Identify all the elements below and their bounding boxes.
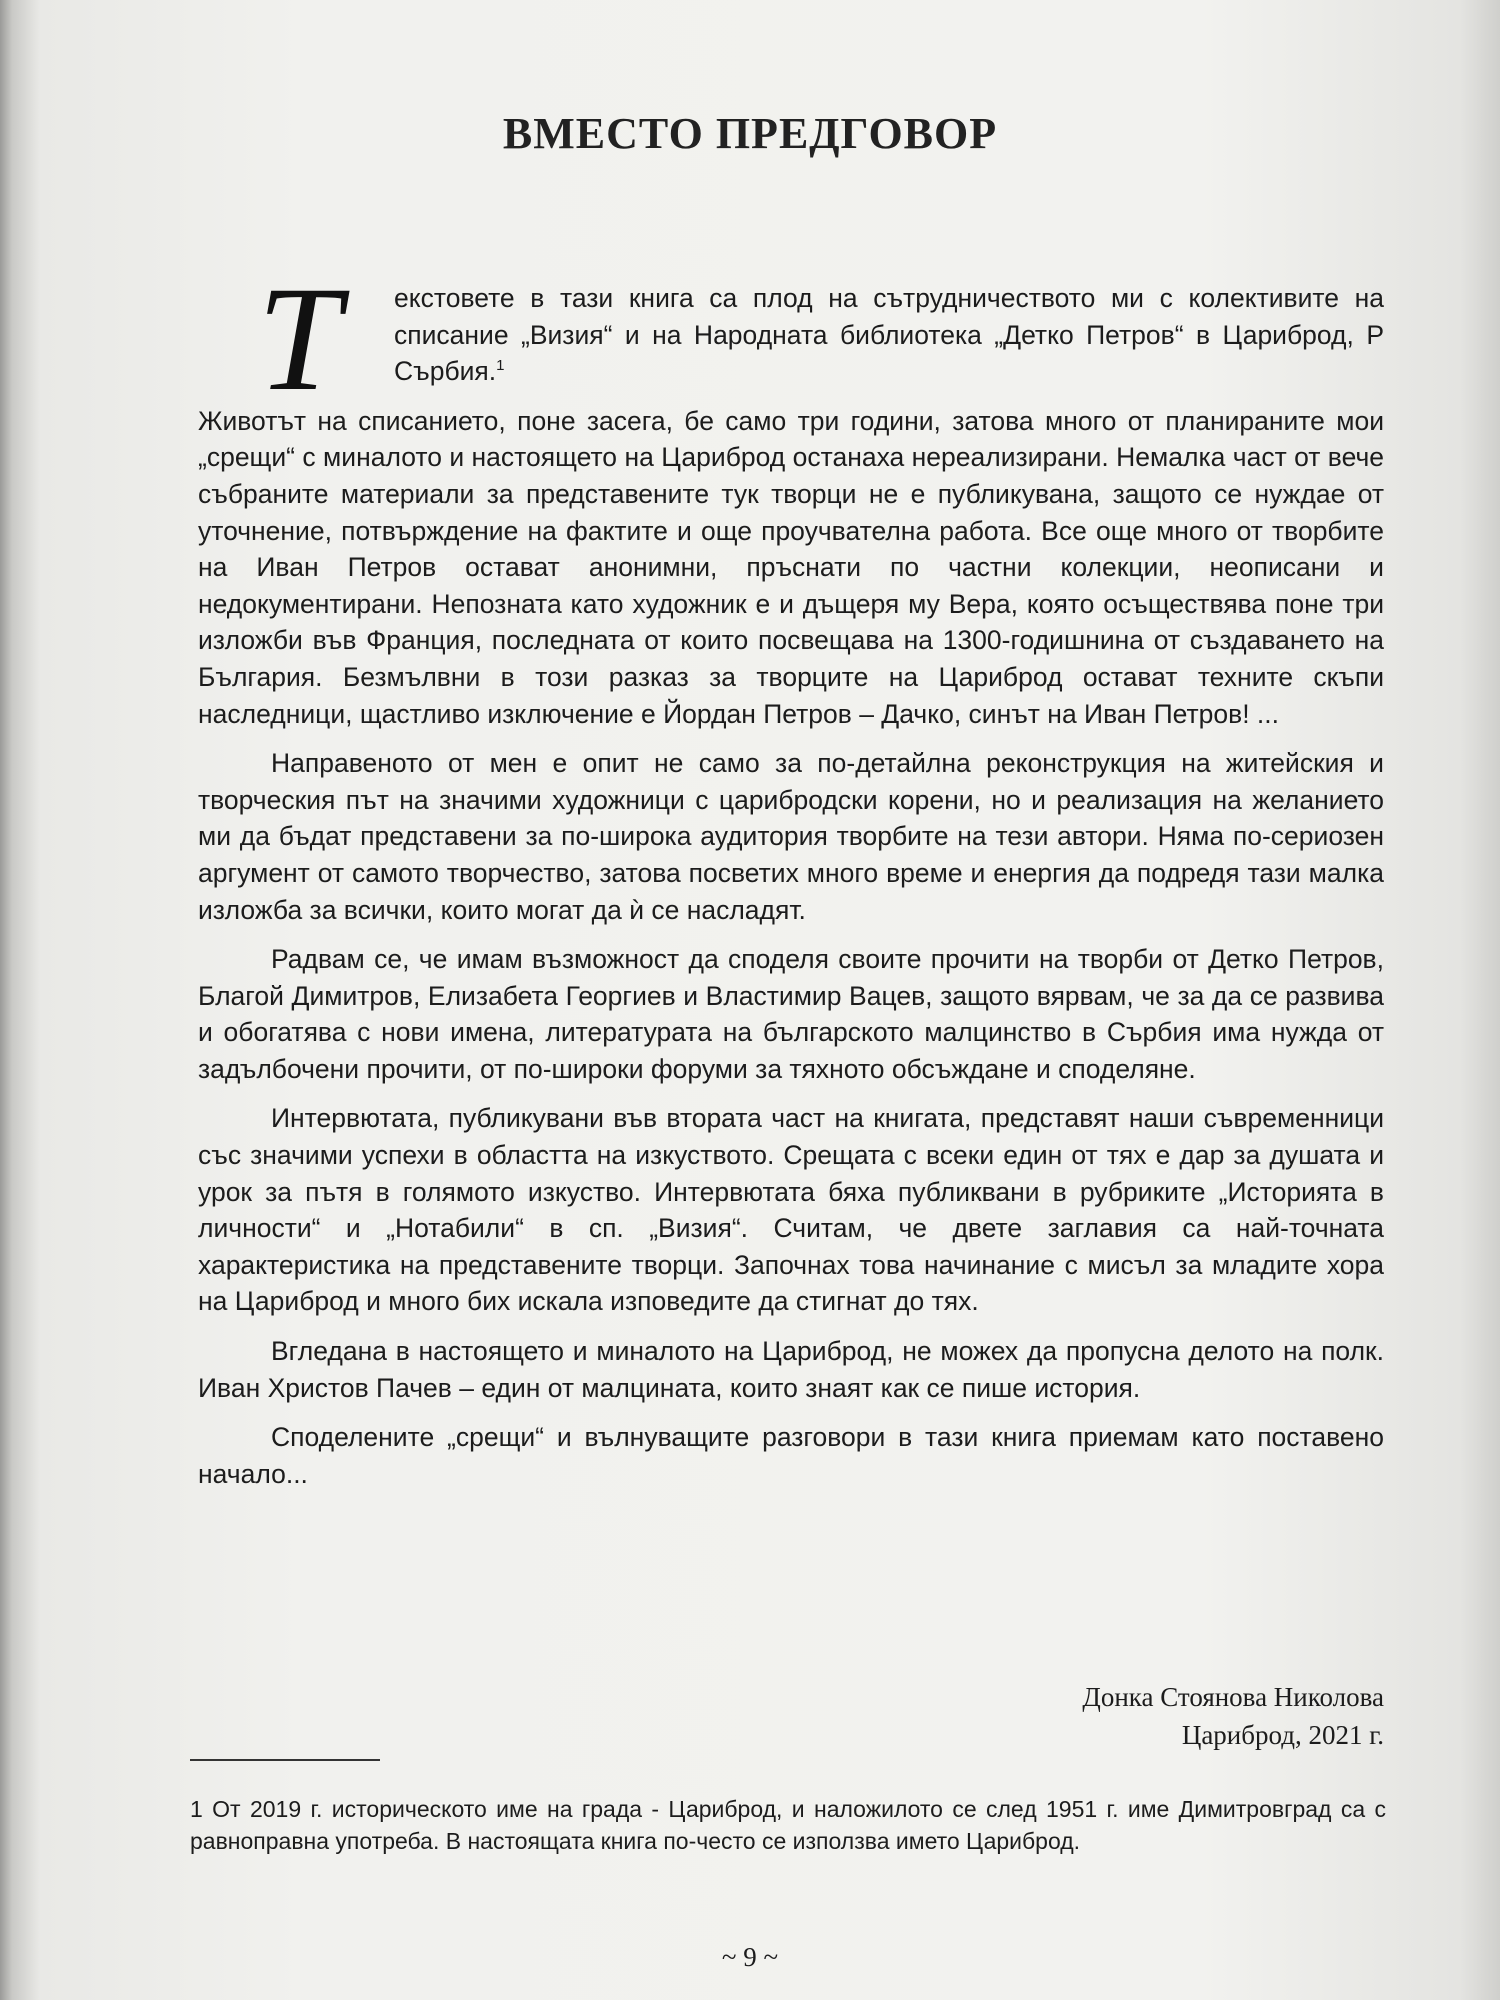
body-text [198,256,1384,1505]
paragraph-3: Радвам се, че имам възможност да споделя своите прочити на творби от Детко Петров, Благой Димитров, Елизабета Георгиев и Властимир Вацев, защото вярвам, че за да се развива и обогатява с нови имена, литературата на българското малцинство в Сърбия има нужда от задълбочени прочити, от по-широки форуми за тяхното обсъждане и споделяне. [198,944,1384,1084]
footnote-reference: 1 [496,357,505,375]
footnote-divider [190,1759,380,1761]
signature-place-date: Цариброд, 2021 г. [1181,1720,1384,1750]
paragraph-1: Животът на списанието, поне засега, бе само три години, затова много от планираните мои „срещи“ с миналото и настоящето на Цариброд останаха нереализирани. Немалка част от вече събраните материали за представените тук творци не е публикувана, защото се нуждае от уточнение, потвърждение на фактите и още проучвателна работа. Все още много от творбите на Иван Петров остават анонимни, пръснати по частни колекции, неописани и недокументирани. Непозната като художник е и дъщеря му Вера, която осъществява поне три изложби във Франция, последната от които посвещава на 1300-годишнина от създаването на България. Безмълвни в този разказ за творците на Цариброд остават техните скъпи наследници, щастливо изключение е Йордан Петров – Дачко, синът на Иван Петров! ... [198,405,1384,729]
paragraph-4: Интервютата, публикувани във втората част на книгата, представят наши съвременници със значими успехи в областта на изкуството. Срещата с всеки един от тях е дар за душата и урок за пътя в голямото изкуство. Интервютата бяха публиквани в рубриките „Историята в личности“ и „Нотабили“ в сп. „Визия“. Считам, че двете заглавия са най-точната характеристика на представените творци. Започнах това начинание с мисъл за младите хора на Цариброд и много бих искала изповедите да стигнат до тях. [198,1103,1384,1317]
first-paragraph-text: екстовете в тази книга са плод на сътрудничеството ми с колективите на списание „Визия“ и на Народната библиотека „Детко Петров“ в Цариброд, Р Сърбия. [394,283,1384,387]
paragraph-2: Направеното от мен е опит не само за по-детайлна реконструкция на житейския и творческия път на значими художници с царибродски корени, но и реализация на желанието ми да бъдат представени за по-широка аудитория творбите на тези автори. Няма по-сериозен аргумент от самото творчество, затова посветих много време и енергия да подредя тази малка изложба за всички, които могат да ѝ се насладят. [198,748,1384,925]
signature-author: Донка Стоянова Николова [1082,1682,1384,1712]
page-title: ВМЕСТО ПРЕДГОВОР [502,109,998,158]
paragraph-5: Вгледана в настоящето и миналото на Цариброд, не можех да пропусна делото на полк. Иван Христов Пачев – един от малцината, които знаят как се пише история. [198,1336,1384,1403]
footnote: 1 От 2019 г. историческото име на града - Цариброд, и наложилото се след 1951 г. име Димитровград са с равноправна употреба. В настоящата книга по-често се използва името Цариброд. [190,1796,1386,1854]
first-paragraph [198,256,1384,422]
signature [1082,1678,1384,1754]
page-number: ~ 9 ~ [721,1942,779,1972]
dropcap-letter: Т [257,256,341,422]
paragraph-6: Споделените „срещи“ и вълнуващите разговори в тази книга приемам като поставено начало... [198,1422,1384,1489]
